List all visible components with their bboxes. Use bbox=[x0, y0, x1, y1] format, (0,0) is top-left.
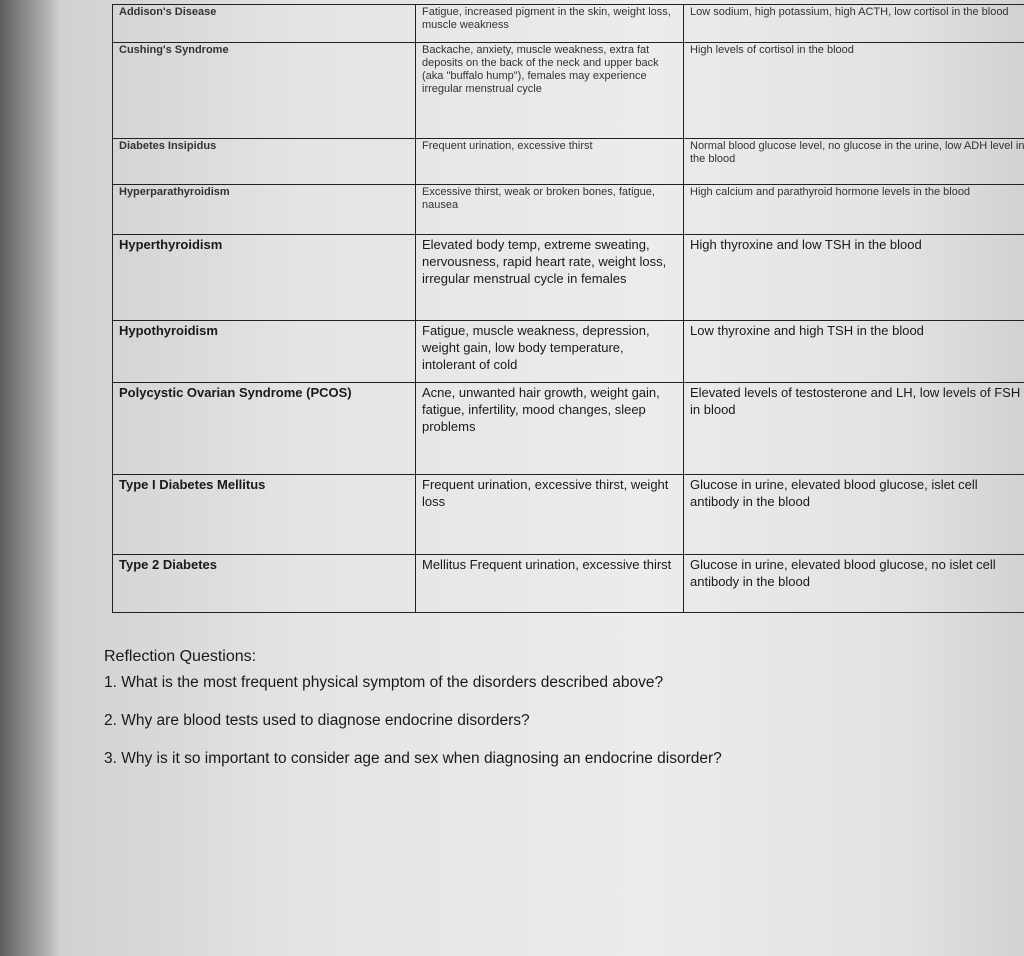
tests-cell: Low sodium, high potassium, high ACTH, low cortisol in the blood bbox=[684, 5, 1024, 43]
disorder-cell: Hyperparathyroidism bbox=[113, 185, 416, 235]
tests-cell: High calcium and parathyroid hormone levels in the blood bbox=[684, 185, 1024, 235]
symptoms-cell: Frequent urination, excessive thirst, weight loss bbox=[416, 475, 684, 555]
disorder-cell: Cushing's Syndrome bbox=[113, 43, 416, 139]
question-2: 2. Why are blood tests used to diagnose endocrine disorders? bbox=[104, 712, 530, 729]
tests-cell: Glucose in urine, elevated blood glucose, no islet cell antibody in the blood bbox=[684, 555, 1024, 613]
tests-cell: Glucose in urine, elevated blood glucose, islet cell antibody in the blood bbox=[684, 475, 1024, 555]
tests-cell: High thyroxine and low TSH in the blood bbox=[684, 235, 1024, 321]
symptoms-cell: Elevated body temp, extreme sweating, nervousness, rapid heart rate, weight loss, irregular menstrual cycle in females bbox=[416, 235, 684, 321]
table-row bbox=[113, 475, 1024, 555]
disorder-cell: Diabetes Insipidus bbox=[113, 139, 416, 185]
disorder-cell: Addison's Disease bbox=[113, 5, 416, 43]
tests-cell: Low thyroxine and high TSH in the blood bbox=[684, 321, 1024, 383]
table-row bbox=[113, 235, 1024, 321]
disorder-cell: Polycystic Ovarian Syndrome (PCOS) bbox=[113, 383, 416, 475]
symptoms-cell: Frequent urination, excessive thirst bbox=[416, 139, 684, 185]
question-3: 3. Why is it so important to consider age and sex when diagnosing an endocrine disorder? bbox=[104, 750, 722, 767]
disorder-cell: Type 2 Diabetes bbox=[113, 555, 416, 613]
tests-cell: Elevated levels of testosterone and LH, low levels of FSH in blood bbox=[684, 383, 1024, 475]
question-1: 1. What is the most frequent physical symptom of the disorders described above? bbox=[104, 674, 664, 691]
reflection-questions bbox=[104, 648, 1004, 788]
binder-edge bbox=[0, 0, 60, 956]
symptoms-cell: Excessive thirst, weak or broken bones, fatigue, nausea bbox=[416, 185, 684, 235]
table-row bbox=[113, 555, 1024, 613]
tests-cell: High levels of cortisol in the blood bbox=[684, 43, 1024, 139]
disorder-cell: Hyperthyroidism bbox=[113, 235, 416, 321]
disorder-cell: Hypothyroidism bbox=[113, 321, 416, 383]
symptoms-cell: Mellitus Frequent urination, excessive thirst bbox=[416, 555, 684, 613]
symptoms-cell: Acne, unwanted hair growth, weight gain, fatigue, infertility, mood changes, sleep problems bbox=[416, 383, 684, 475]
tests-cell: Normal blood glucose level, no glucose in the urine, low ADH level in the blood bbox=[684, 139, 1024, 185]
symptoms-cell: Fatigue, increased pigment in the skin, weight loss, muscle weakness bbox=[416, 5, 684, 43]
table-row bbox=[113, 43, 1024, 139]
table-row bbox=[113, 139, 1024, 185]
reflection-title: Reflection Questions: bbox=[104, 648, 257, 665]
table-row bbox=[113, 383, 1024, 475]
disorder-cell: Type I Diabetes Mellitus bbox=[113, 475, 416, 555]
symptoms-cell: Fatigue, muscle weakness, depression, weight gain, low body temperature, intolerant of cold bbox=[416, 321, 684, 383]
table-row bbox=[113, 5, 1024, 43]
table-row bbox=[113, 185, 1024, 235]
table-row bbox=[113, 321, 1024, 383]
endocrine-disorders-table bbox=[112, 4, 1024, 613]
symptoms-cell: Backache, anxiety, muscle weakness, extra fat deposits on the back of the neck and upper back (aka "buffalo hump"), females may experience irregular menstrual cycle bbox=[416, 43, 684, 139]
